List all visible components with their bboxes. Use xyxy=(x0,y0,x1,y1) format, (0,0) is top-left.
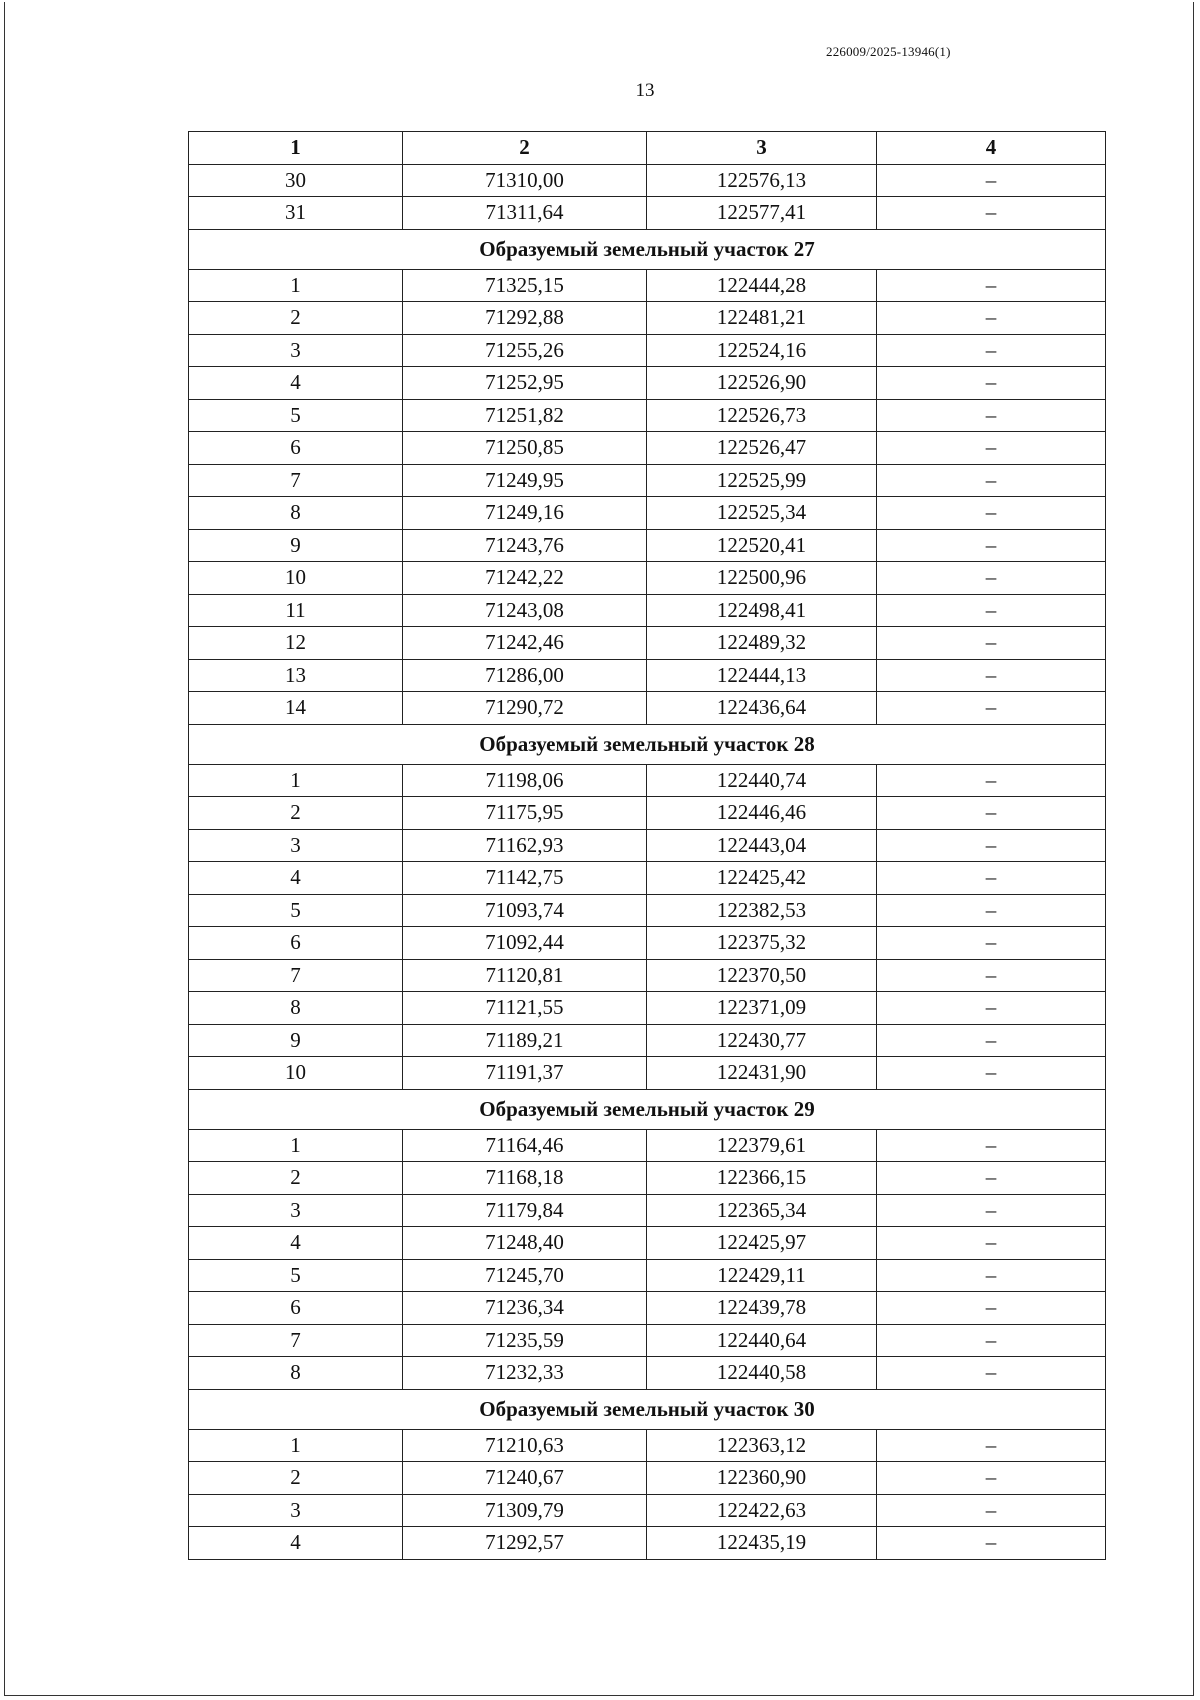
coordinates-table xyxy=(188,131,1106,1560)
point-number-cell: 14 xyxy=(189,692,403,725)
x-coordinate-cell: 71189,21 xyxy=(403,1024,647,1057)
note-cell: – xyxy=(877,1429,1106,1462)
table-row xyxy=(189,464,1106,497)
y-coordinate-cell: 122371,09 xyxy=(647,992,877,1025)
point-number-cell: 2 xyxy=(189,302,403,335)
note-cell: – xyxy=(877,627,1106,660)
table-row xyxy=(189,659,1106,692)
y-coordinate-cell: 122498,41 xyxy=(647,594,877,627)
x-coordinate-cell: 71251,82 xyxy=(403,399,647,432)
y-coordinate-cell: 122440,58 xyxy=(647,1357,877,1390)
y-coordinate-cell: 122425,42 xyxy=(647,862,877,895)
table-row xyxy=(189,1129,1106,1162)
y-coordinate-cell: 122443,04 xyxy=(647,829,877,862)
point-number-cell: 4 xyxy=(189,367,403,400)
table-row xyxy=(189,164,1106,197)
table-row xyxy=(189,797,1106,830)
y-coordinate-cell: 122363,12 xyxy=(647,1429,877,1462)
x-coordinate-cell: 71179,84 xyxy=(403,1194,647,1227)
point-number-cell: 8 xyxy=(189,992,403,1025)
point-number-cell: 6 xyxy=(189,432,403,465)
point-number-cell: 8 xyxy=(189,497,403,530)
y-coordinate-cell: 122526,73 xyxy=(647,399,877,432)
x-coordinate-cell: 71093,74 xyxy=(403,894,647,927)
point-number-cell: 3 xyxy=(189,1494,403,1527)
note-cell: – xyxy=(877,399,1106,432)
y-coordinate-cell: 122422,63 xyxy=(647,1494,877,1527)
y-coordinate-cell: 122440,74 xyxy=(647,764,877,797)
section-title-row xyxy=(189,724,1106,764)
point-number-cell: 6 xyxy=(189,1292,403,1325)
note-cell: – xyxy=(877,1057,1106,1090)
table-row xyxy=(189,1324,1106,1357)
section-title: Образуемый земельный участок 28 xyxy=(189,724,1106,764)
note-cell: – xyxy=(877,1494,1106,1527)
column-header: 1 xyxy=(189,132,403,165)
table-row xyxy=(189,959,1106,992)
note-cell: – xyxy=(877,992,1106,1025)
table-row xyxy=(189,1259,1106,1292)
y-coordinate-cell: 122366,15 xyxy=(647,1162,877,1195)
column-header: 4 xyxy=(877,132,1106,165)
x-coordinate-cell: 71309,79 xyxy=(403,1494,647,1527)
x-coordinate-cell: 71162,93 xyxy=(403,829,647,862)
note-cell: – xyxy=(877,367,1106,400)
section-title: Образуемый земельный участок 27 xyxy=(189,229,1106,269)
point-number-cell: 4 xyxy=(189,1527,403,1560)
note-cell: – xyxy=(877,529,1106,562)
point-number-cell: 30 xyxy=(189,164,403,197)
y-coordinate-cell: 122382,53 xyxy=(647,894,877,927)
y-coordinate-cell: 122439,78 xyxy=(647,1292,877,1325)
x-coordinate-cell: 71325,15 xyxy=(403,269,647,302)
table-row xyxy=(189,334,1106,367)
note-cell: – xyxy=(877,829,1106,862)
x-coordinate-cell: 71250,85 xyxy=(403,432,647,465)
section-title-row xyxy=(189,1389,1106,1429)
header-row xyxy=(189,132,1106,165)
table-row xyxy=(189,497,1106,530)
y-coordinate-cell: 122525,99 xyxy=(647,464,877,497)
x-coordinate-cell: 71164,46 xyxy=(403,1129,647,1162)
point-number-cell: 10 xyxy=(189,1057,403,1090)
table-row xyxy=(189,562,1106,595)
table-row xyxy=(189,1057,1106,1090)
table-row xyxy=(189,829,1106,862)
y-coordinate-cell: 122489,32 xyxy=(647,627,877,660)
table-row xyxy=(189,367,1106,400)
point-number-cell: 4 xyxy=(189,1227,403,1260)
point-number-cell: 3 xyxy=(189,334,403,367)
x-coordinate-cell: 71290,72 xyxy=(403,692,647,725)
point-number-cell: 6 xyxy=(189,927,403,960)
y-coordinate-cell: 122524,16 xyxy=(647,334,877,367)
table-row xyxy=(189,269,1106,302)
table-row xyxy=(189,1162,1106,1195)
point-number-cell: 9 xyxy=(189,529,403,562)
table-row xyxy=(189,1527,1106,1560)
y-coordinate-cell: 122429,11 xyxy=(647,1259,877,1292)
table-row xyxy=(189,1429,1106,1462)
x-coordinate-cell: 71249,16 xyxy=(403,497,647,530)
y-coordinate-cell: 122425,97 xyxy=(647,1227,877,1260)
table-row xyxy=(189,627,1106,660)
y-coordinate-cell: 122526,90 xyxy=(647,367,877,400)
column-header: 2 xyxy=(403,132,647,165)
x-coordinate-cell: 71286,00 xyxy=(403,659,647,692)
y-coordinate-cell: 122577,41 xyxy=(647,197,877,230)
x-coordinate-cell: 71210,63 xyxy=(403,1429,647,1462)
section-title-row xyxy=(189,1089,1106,1129)
table-row xyxy=(189,594,1106,627)
note-cell: – xyxy=(877,1129,1106,1162)
y-coordinate-cell: 122500,96 xyxy=(647,562,877,595)
note-cell: – xyxy=(877,1292,1106,1325)
table-row xyxy=(189,927,1106,960)
table-row xyxy=(189,894,1106,927)
y-coordinate-cell: 122435,19 xyxy=(647,1527,877,1560)
x-coordinate-cell: 71248,40 xyxy=(403,1227,647,1260)
x-coordinate-cell: 71121,55 xyxy=(403,992,647,1025)
y-coordinate-cell: 122430,77 xyxy=(647,1024,877,1057)
y-coordinate-cell: 122370,50 xyxy=(647,959,877,992)
table-row xyxy=(189,1357,1106,1390)
table-row xyxy=(189,692,1106,725)
note-cell: – xyxy=(877,197,1106,230)
y-coordinate-cell: 122360,90 xyxy=(647,1462,877,1495)
x-coordinate-cell: 71168,18 xyxy=(403,1162,647,1195)
note-cell: – xyxy=(877,432,1106,465)
x-coordinate-cell: 71245,70 xyxy=(403,1259,647,1292)
y-coordinate-cell: 122481,21 xyxy=(647,302,877,335)
y-coordinate-cell: 122526,47 xyxy=(647,432,877,465)
x-coordinate-cell: 71232,33 xyxy=(403,1357,647,1390)
x-coordinate-cell: 71191,37 xyxy=(403,1057,647,1090)
x-coordinate-cell: 71240,67 xyxy=(403,1462,647,1495)
note-cell: – xyxy=(877,1357,1106,1390)
point-number-cell: 7 xyxy=(189,959,403,992)
y-coordinate-cell: 122379,61 xyxy=(647,1129,877,1162)
note-cell: – xyxy=(877,269,1106,302)
note-cell: – xyxy=(877,927,1106,960)
x-coordinate-cell: 71243,08 xyxy=(403,594,647,627)
table-row xyxy=(189,432,1106,465)
note-cell: – xyxy=(877,1527,1106,1560)
note-cell: – xyxy=(877,797,1106,830)
x-coordinate-cell: 71292,57 xyxy=(403,1527,647,1560)
point-number-cell: 1 xyxy=(189,269,403,302)
point-number-cell: 4 xyxy=(189,862,403,895)
table-header xyxy=(189,132,1106,165)
point-number-cell: 3 xyxy=(189,829,403,862)
point-number-cell: 1 xyxy=(189,1429,403,1462)
x-coordinate-cell: 71252,95 xyxy=(403,367,647,400)
note-cell: – xyxy=(877,497,1106,530)
table-row xyxy=(189,1024,1106,1057)
table-row xyxy=(189,764,1106,797)
note-cell: – xyxy=(877,862,1106,895)
x-coordinate-cell: 71310,00 xyxy=(403,164,647,197)
x-coordinate-cell: 71242,22 xyxy=(403,562,647,595)
note-cell: – xyxy=(877,562,1106,595)
y-coordinate-cell: 122576,13 xyxy=(647,164,877,197)
table-row xyxy=(189,529,1106,562)
point-number-cell: 7 xyxy=(189,1324,403,1357)
x-coordinate-cell: 71292,88 xyxy=(403,302,647,335)
x-coordinate-cell: 71236,34 xyxy=(403,1292,647,1325)
point-number-cell: 7 xyxy=(189,464,403,497)
section-title-row xyxy=(189,229,1106,269)
y-coordinate-cell: 122431,90 xyxy=(647,1057,877,1090)
table-row xyxy=(189,399,1106,432)
point-number-cell: 5 xyxy=(189,1259,403,1292)
note-cell: – xyxy=(877,1194,1106,1227)
point-number-cell: 3 xyxy=(189,1194,403,1227)
table-row xyxy=(189,1494,1106,1527)
point-number-cell: 5 xyxy=(189,399,403,432)
point-number-cell: 1 xyxy=(189,764,403,797)
x-coordinate-cell: 71311,64 xyxy=(403,197,647,230)
y-coordinate-cell: 122375,32 xyxy=(647,927,877,960)
note-cell: – xyxy=(877,334,1106,367)
x-coordinate-cell: 71249,95 xyxy=(403,464,647,497)
point-number-cell: 31 xyxy=(189,197,403,230)
note-cell: – xyxy=(877,164,1106,197)
point-number-cell: 5 xyxy=(189,894,403,927)
x-coordinate-cell: 71242,46 xyxy=(403,627,647,660)
section-title: Образуемый земельный участок 30 xyxy=(189,1389,1106,1429)
point-number-cell: 2 xyxy=(189,1462,403,1495)
y-coordinate-cell: 122525,34 xyxy=(647,497,877,530)
point-number-cell: 8 xyxy=(189,1357,403,1390)
note-cell: – xyxy=(877,1462,1106,1495)
table-row xyxy=(189,197,1106,230)
page-number: 13 xyxy=(635,80,655,101)
point-number-cell: 2 xyxy=(189,1162,403,1195)
note-cell: – xyxy=(877,764,1106,797)
y-coordinate-cell: 122520,41 xyxy=(647,529,877,562)
table-row xyxy=(189,1194,1106,1227)
x-coordinate-cell: 71243,76 xyxy=(403,529,647,562)
y-coordinate-cell: 122444,28 xyxy=(647,269,877,302)
point-number-cell: 10 xyxy=(189,562,403,595)
table-row xyxy=(189,862,1106,895)
table-row xyxy=(189,1462,1106,1495)
point-number-cell: 13 xyxy=(189,659,403,692)
point-number-cell: 2 xyxy=(189,797,403,830)
note-cell: – xyxy=(877,1227,1106,1260)
x-coordinate-cell: 71175,95 xyxy=(403,797,647,830)
y-coordinate-cell: 122440,64 xyxy=(647,1324,877,1357)
section-title: Образуемый земельный участок 29 xyxy=(189,1089,1106,1129)
column-header: 3 xyxy=(647,132,877,165)
note-cell: – xyxy=(877,1024,1106,1057)
table-row xyxy=(189,992,1106,1025)
table-row xyxy=(189,302,1106,335)
point-number-cell: 1 xyxy=(189,1129,403,1162)
note-cell: – xyxy=(877,594,1106,627)
y-coordinate-cell: 122446,46 xyxy=(647,797,877,830)
note-cell: – xyxy=(877,464,1106,497)
note-cell: – xyxy=(877,1162,1106,1195)
y-coordinate-cell: 122436,64 xyxy=(647,692,877,725)
table-body xyxy=(189,164,1106,1559)
y-coordinate-cell: 122365,34 xyxy=(647,1194,877,1227)
note-cell: – xyxy=(877,1259,1106,1292)
note-cell: – xyxy=(877,1324,1106,1357)
note-cell: – xyxy=(877,894,1106,927)
x-coordinate-cell: 71120,81 xyxy=(403,959,647,992)
document-id: 226009/2025-13946(1) xyxy=(826,44,951,59)
x-coordinate-cell: 71142,75 xyxy=(403,862,647,895)
y-coordinate-cell: 122444,13 xyxy=(647,659,877,692)
table-row xyxy=(189,1292,1106,1325)
point-number-cell: 9 xyxy=(189,1024,403,1057)
x-coordinate-cell: 71235,59 xyxy=(403,1324,647,1357)
x-coordinate-cell: 71255,26 xyxy=(403,334,647,367)
point-number-cell: 11 xyxy=(189,594,403,627)
note-cell: – xyxy=(877,959,1106,992)
x-coordinate-cell: 71092,44 xyxy=(403,927,647,960)
note-cell: – xyxy=(877,692,1106,725)
note-cell: – xyxy=(877,302,1106,335)
x-coordinate-cell: 71198,06 xyxy=(403,764,647,797)
note-cell: – xyxy=(877,659,1106,692)
table-row xyxy=(189,1227,1106,1260)
point-number-cell: 12 xyxy=(189,627,403,660)
